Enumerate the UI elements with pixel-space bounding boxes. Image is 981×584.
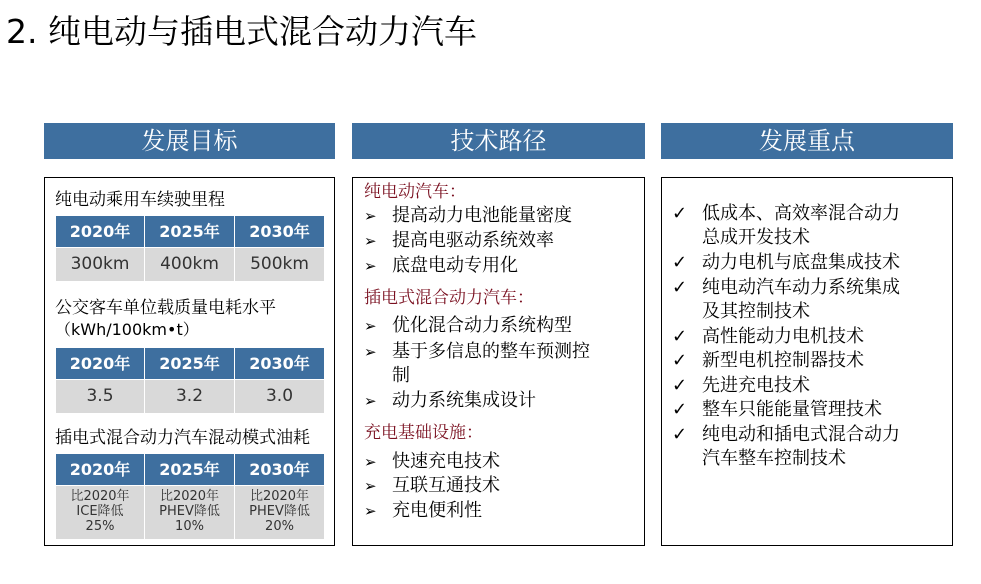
bullet-item: ➢ 提高电驱动系统效率 (364, 230, 554, 251)
year-cell: 2030年 (235, 454, 324, 485)
year-cell: 2025年 (145, 348, 234, 379)
arrow-bullet-icon: ➢ (364, 502, 377, 520)
slide-title: 2. 纯电动与插电式混合动力汽车 (6, 12, 477, 51)
year-cell: 2020年 (56, 216, 144, 247)
check-icon: ✓ (672, 203, 688, 224)
focus-item: ✓ 纯电动汽车动力系统集成 (672, 277, 900, 298)
focus-header: 发展重点 (661, 123, 953, 159)
value-cell (56, 486, 144, 539)
check-icon: ✓ (672, 424, 688, 445)
value-cell: 500km (235, 248, 324, 281)
focus-item: ✓ 纯电动和插电式混合动力 (672, 424, 900, 445)
cell-line: 比2020年 (249, 489, 310, 504)
value-cell: 300km (56, 248, 144, 281)
cell-line: 20% (265, 519, 294, 534)
focus-item-continued: 总成开发技术 (702, 227, 810, 248)
year-cell: 2030年 (235, 348, 324, 379)
arrow-bullet-icon: ➢ (364, 207, 377, 225)
arrow-bullet-icon: ➢ (364, 343, 377, 361)
focus-item: ✓ 先进充电技术 (672, 375, 810, 396)
roadmap-header: 技术路径 (352, 123, 645, 159)
value-cell: 3.5 (56, 380, 144, 413)
bus-table (56, 348, 324, 413)
range-table (56, 216, 324, 281)
cell-line: PHEV降低 (159, 504, 220, 519)
bullet-item: ➢ 快速充电技术 (364, 451, 500, 472)
phev-table (56, 454, 324, 539)
year-cell: 2020年 (56, 454, 144, 485)
infra-section-title: 充电基础设施： (364, 423, 483, 443)
year-cell: 2025年 (145, 216, 234, 247)
value-cell: 400km (145, 248, 234, 281)
value-cell (145, 486, 234, 539)
bus-label: 公交客车单位载质量电耗水平 (55, 298, 276, 318)
phev-section-title: 插电式混合动力汽车： (364, 288, 534, 308)
check-icon: ✓ (672, 375, 688, 396)
focus-item: ✓ 整车只能能量管理技术 (672, 399, 882, 420)
goals-header: 发展目标 (44, 123, 335, 159)
bullet-item-continued: 制 (392, 365, 410, 386)
range-label: 纯电动乘用车续驶里程 (55, 190, 225, 210)
arrow-bullet-icon: ➢ (364, 317, 377, 335)
arrow-bullet-icon: ➢ (364, 477, 377, 495)
check-icon: ✓ (672, 277, 688, 298)
focus-item-continued: 汽车整车控制技术 (702, 448, 846, 469)
bullet-item: ➢ 提高动力电池能量密度 (364, 205, 572, 226)
check-icon: ✓ (672, 399, 688, 420)
bullet-item: ➢ 底盘电动专用化 (364, 255, 518, 276)
bullet-item: ➢ 互联互通技术 (364, 475, 500, 496)
value-cell: 3.0 (235, 380, 324, 413)
arrow-bullet-icon: ➢ (364, 453, 377, 471)
bus-unit: （kWh/100km•t） (55, 320, 199, 339)
cell-line: ICE降低 (76, 504, 124, 519)
arrow-bullet-icon: ➢ (364, 232, 377, 250)
focus-item-continued: 及其控制技术 (702, 301, 810, 322)
bev-section-title: 纯电动汽车： (364, 182, 466, 202)
cell-line: 比2020年 (70, 489, 130, 504)
bullet-item: ➢ 基于多信息的整车预测控 (364, 341, 590, 362)
arrow-bullet-icon: ➢ (364, 257, 377, 275)
cell-line: 比2020年 (159, 489, 220, 504)
cell-line: PHEV降低 (249, 504, 310, 519)
year-cell: 2020年 (56, 348, 144, 379)
focus-item: ✓ 低成本、高效率混合动力 (672, 203, 900, 224)
phev-label: 插电式混合动力汽车混动模式油耗 (55, 428, 310, 448)
value-cell (235, 486, 324, 539)
bullet-item: ➢ 充电便利性 (364, 500, 482, 521)
check-icon: ✓ (672, 350, 688, 371)
focus-item: ✓ 新型电机控制器技术 (672, 350, 864, 371)
check-icon: ✓ (672, 252, 688, 273)
focus-item: ✓ 高性能动力电机技术 (672, 326, 864, 347)
check-icon: ✓ (672, 326, 688, 347)
value-cell: 3.2 (145, 380, 234, 413)
focus-item: ✓ 动力电机与底盘集成技术 (672, 252, 900, 273)
cell-line: 25% (85, 519, 115, 534)
cell-line: 10% (175, 519, 204, 534)
bullet-item: ➢ 动力系统集成设计 (364, 390, 536, 411)
bullet-item: ➢ 优化混合动力系统构型 (364, 315, 572, 336)
year-cell: 2025年 (145, 454, 234, 485)
year-cell: 2030年 (235, 216, 324, 247)
arrow-bullet-icon: ➢ (364, 392, 377, 410)
